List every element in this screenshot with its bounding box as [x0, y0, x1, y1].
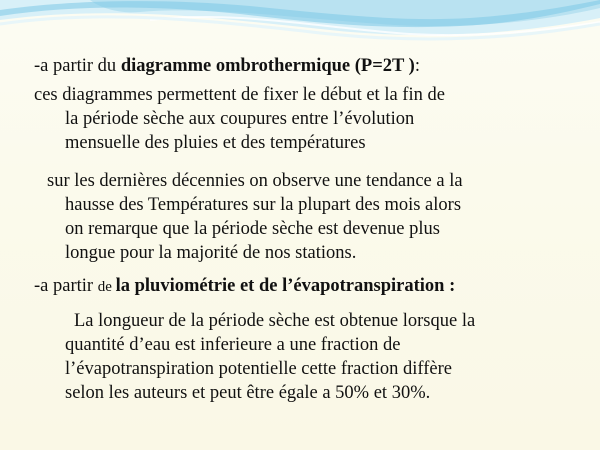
heading-connector: de: [97, 279, 116, 295]
text-line: longue pour la majorité de nos stations.: [65, 243, 357, 263]
text-line: ces diagrammes permettent de fixer le début et la fin de: [34, 85, 445, 105]
text-line: hausse des Températures sur la plupart des mois alors: [65, 195, 462, 215]
text-line: mensuelle des pluies et des températures: [65, 133, 366, 153]
heading-diagramme-ombrothermique: [34, 55, 420, 77]
text-line: quantité d’eau est inferieure a une fraction de: [65, 335, 401, 355]
heading-prefix: -a partir du: [34, 56, 121, 76]
text-line: on remarque que la période sèche est devenue plus: [65, 219, 440, 239]
text-line: sur les dernières décennies on observe une tendance a la: [47, 171, 463, 191]
text-line: la période sèche aux coupures entre l’évolution: [65, 109, 415, 129]
heading-bold: la pluviométrie et de l’évapotranspiration :: [115, 276, 456, 296]
heading-pluviometrie: [34, 275, 455, 298]
header-wave-decoration: [0, 0, 600, 62]
text-line: l’évapotranspiration potentielle cette fraction diffère: [65, 359, 452, 379]
heading-suffix: :: [414, 56, 420, 76]
text-line: selon les auteurs et peut être égale a 50% et 30%.: [65, 383, 431, 403]
heading-prefix: -a partir: [34, 276, 98, 296]
text-line: La longueur de la période sèche est obtenue lorsque la: [74, 311, 476, 331]
heading-bold: diagramme ombrothermique (P=2T ): [120, 56, 415, 76]
